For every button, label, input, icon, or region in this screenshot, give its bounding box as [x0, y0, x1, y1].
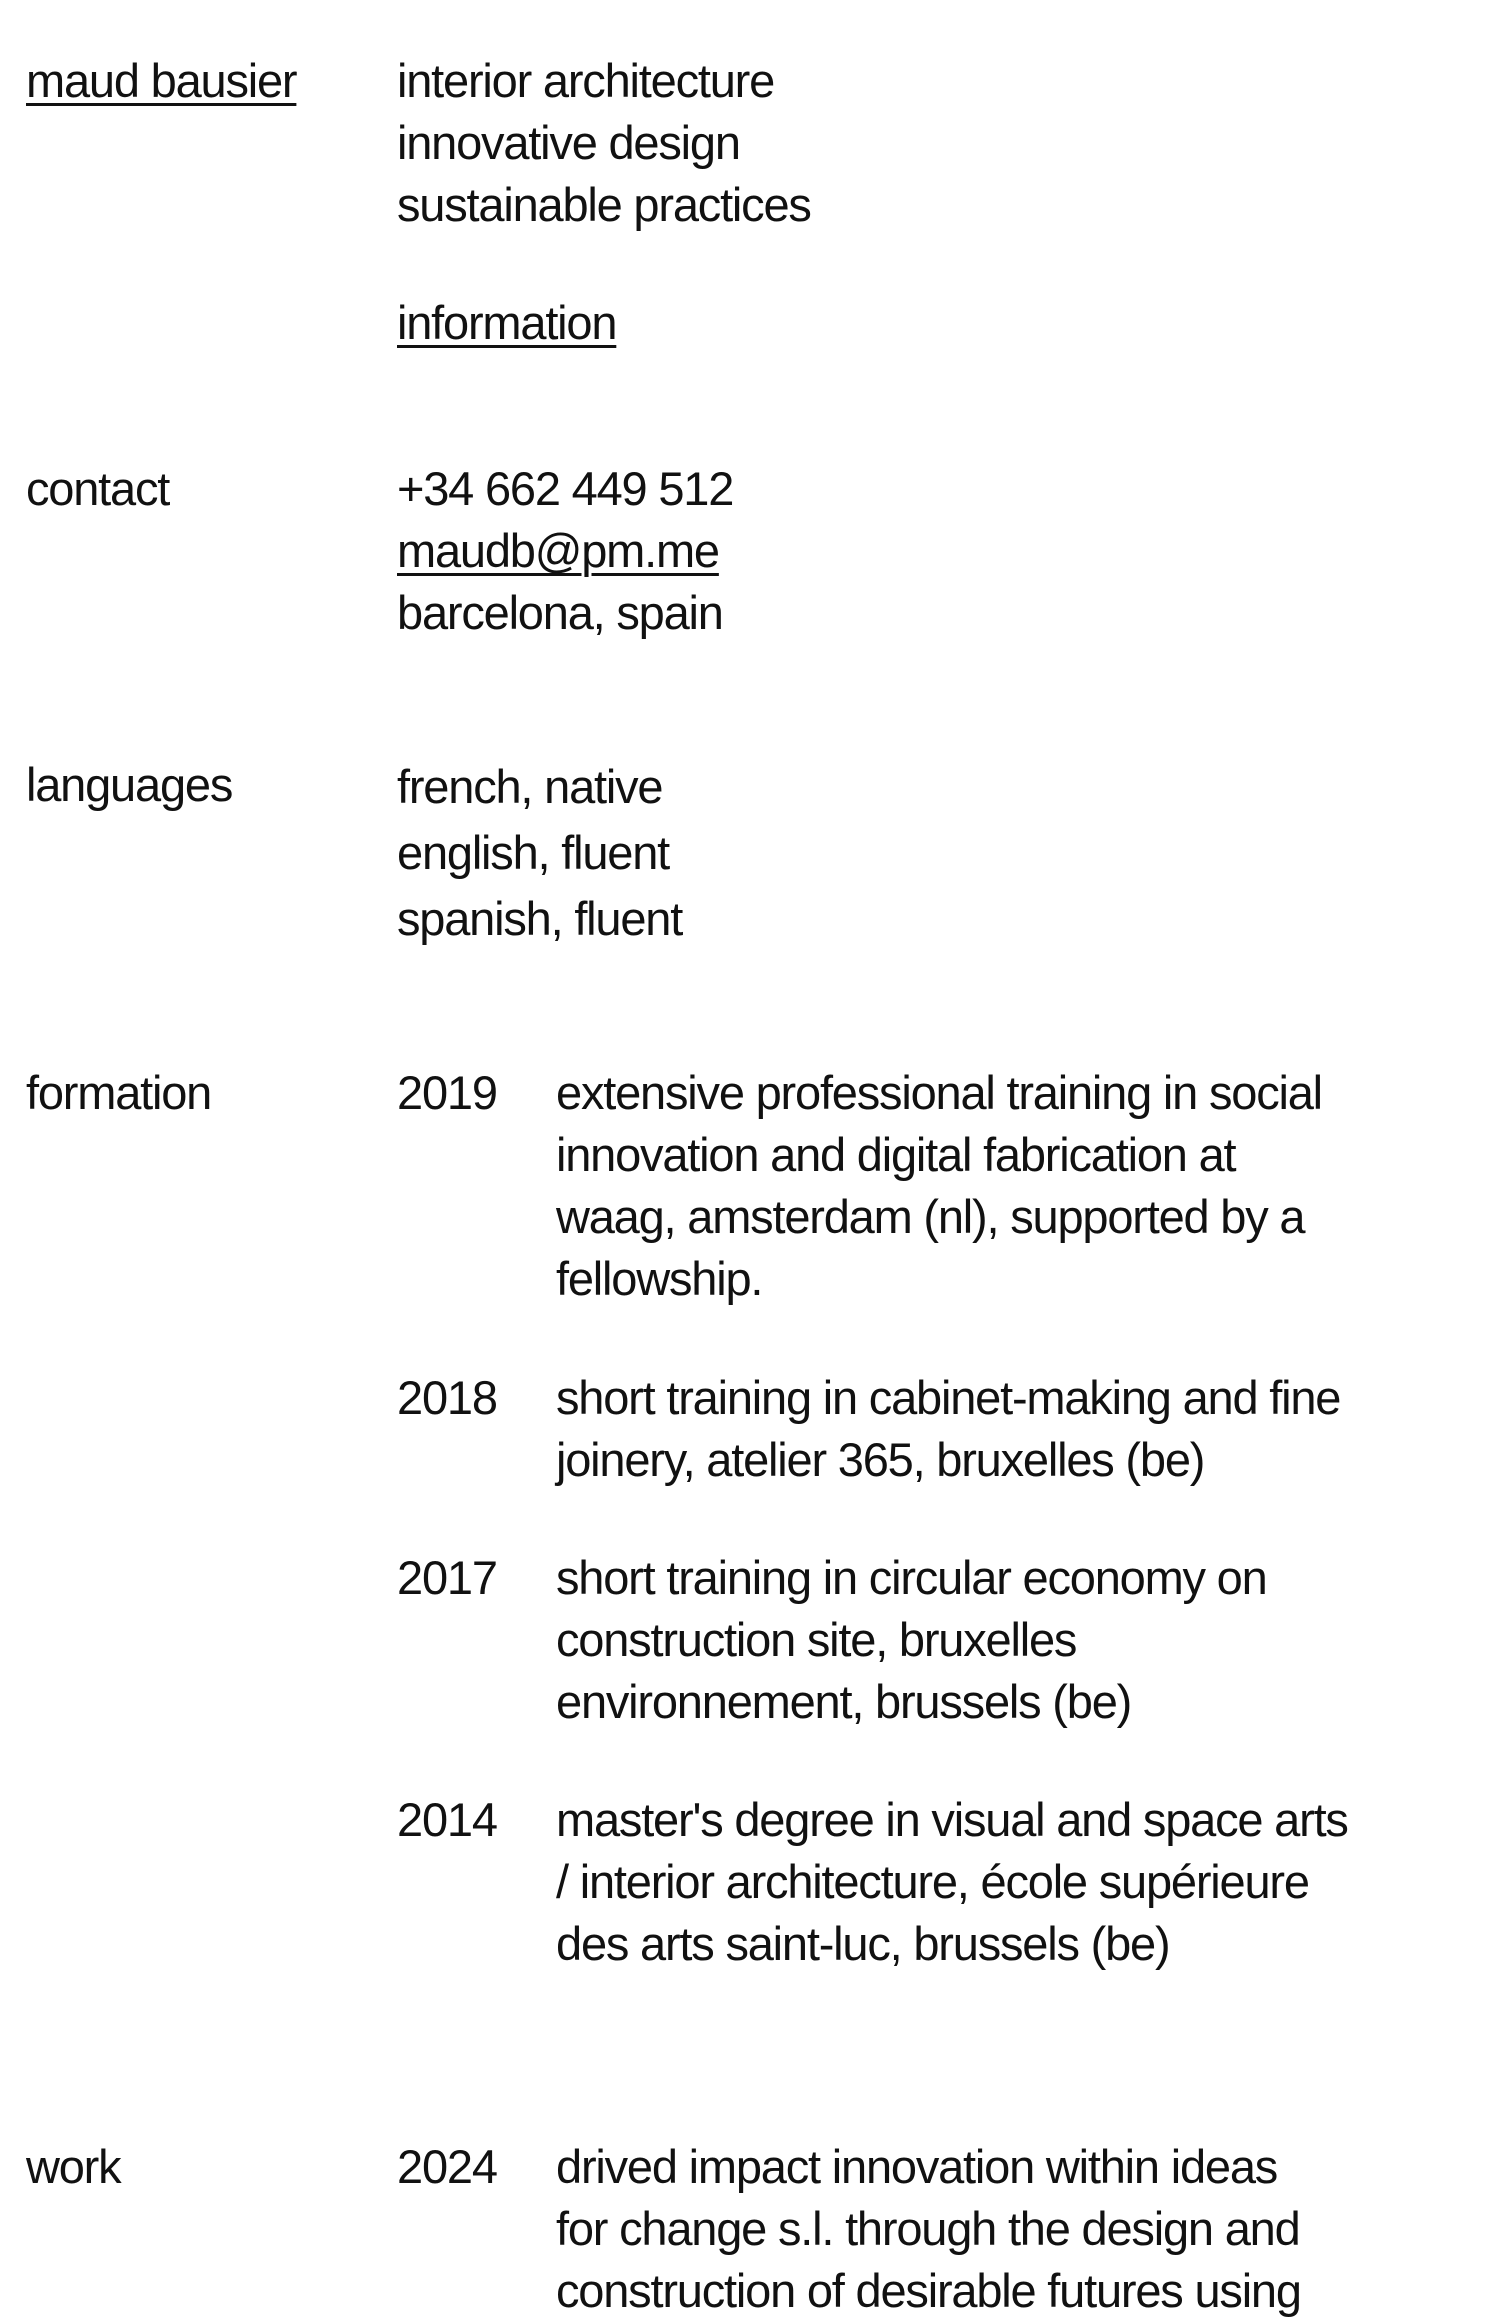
entry-text: fellowship. — [556, 1252, 763, 1305]
formation-entry — [397, 1062, 1467, 1310]
entry-text: extensive professional training in social — [556, 1066, 1322, 1119]
entry-text: joinery, atelier 365, bruxelles (be) — [556, 1433, 1205, 1486]
entry-text: drived impact innovation within ideas — [556, 2140, 1278, 2193]
entry-text: waag, amsterdam (nl), supported by a — [556, 1190, 1305, 1243]
formation-entry — [397, 1789, 1467, 1975]
entry-text: / interior architecture, école supérieure — [556, 1855, 1309, 1908]
entry-text: environnement, brussels (be) — [556, 1675, 1132, 1728]
language-item: french, native — [397, 760, 663, 813]
language-item: spanish, fluent — [397, 892, 683, 945]
work-entry — [397, 2136, 1467, 2322]
section-label: formation — [26, 1066, 212, 1119]
section-label: work — [26, 2140, 121, 2193]
entry-text: construction site, bruxelles — [556, 1613, 1077, 1666]
tagline: innovative design — [397, 116, 740, 169]
entry-year: 2018 — [397, 1371, 497, 1424]
section-label: languages — [26, 758, 233, 811]
formation-entry — [397, 1367, 1467, 1491]
formation-entry — [397, 1547, 1467, 1733]
tagline: sustainable practices — [397, 178, 811, 231]
tagline: interior architecture — [397, 54, 775, 107]
email-link[interactable]: maudb@pm.me — [397, 524, 719, 577]
phone-number: +34 662 449 512 — [397, 462, 734, 515]
entry-year: 2019 — [397, 1066, 497, 1119]
entry-text: for change s.l. through the design and — [556, 2202, 1300, 2255]
location: barcelona, spain — [397, 586, 723, 639]
entry-text: short training in cabinet-making and fine — [556, 1371, 1341, 1424]
taglines — [397, 50, 1467, 236]
entry-year: 2024 — [397, 2140, 497, 2193]
entry-year: 2014 — [397, 1793, 497, 1846]
entry-text: construction of desirable futures using — [556, 2264, 1301, 2317]
entry-text: short training in circular economy on — [556, 1551, 1267, 1604]
entry-text: innovation and digital fabrication at — [556, 1128, 1236, 1181]
entry-year: 2017 — [397, 1551, 497, 1604]
language-item: english, fluent — [397, 826, 670, 879]
entry-text: des arts saint-luc, brussels (be) — [556, 1917, 1170, 1970]
section-label: contact — [26, 462, 170, 515]
information-link[interactable]: information — [397, 296, 617, 349]
entry-text: master's degree in visual and space arts — [556, 1793, 1348, 1846]
name-link[interactable]: maud bausier — [26, 54, 297, 107]
